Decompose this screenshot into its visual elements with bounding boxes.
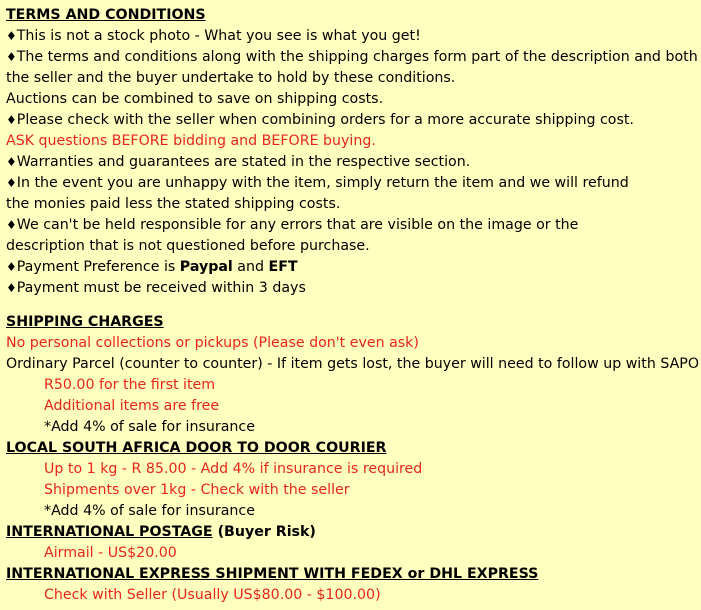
diamond-bullet-icon: ♦ (6, 50, 17, 64)
terms-item-payment-preference: ♦Payment Preference is Paypal and EFT (6, 259, 298, 275)
express-price: Check with Seller (Usually US$80.00 - $100.00) (44, 587, 381, 603)
terms-item-combining: ♦Please check with the seller when combining orders for a more accurate shipping cost. (6, 112, 634, 128)
ordinary-parcel-info: Ordinary Parcel (counter to counter) - If item gets lost, the buyer will need to follow up with SAPO (6, 356, 700, 372)
terms-item-payment-time: ♦Payment must be received within 3 days (6, 280, 306, 296)
terms-item-refund: ♦In the event you are unhappy with the item, simply return the item and we will refund (6, 175, 629, 191)
courier-over-1kg: Shipments over 1kg - Check with the seller (44, 482, 350, 498)
buyer-risk-note: (Buyer Risk) (212, 524, 316, 540)
terms-item-warranties: ♦Warranties and guarantees are stated in the respective section. (6, 154, 471, 170)
terms-item-errors-cont: description that is not questioned before purchase. (6, 238, 370, 254)
diamond-bullet-icon: ♦ (6, 176, 17, 190)
courier-insurance-note: *Add 4% of sale for insurance (44, 503, 255, 519)
courier-1kg-price: Up to 1 kg - R 85.00 - Add 4% if insurance is required (44, 461, 423, 477)
parcel-insurance-note: *Add 4% of sale for insurance (44, 419, 255, 435)
diamond-bullet-icon: ♦ (6, 113, 17, 127)
diamond-bullet-icon: ♦ (6, 29, 17, 43)
terms-item-refund-cont: the monies paid less the stated shipping costs. (6, 196, 341, 212)
terms-item-conditions: ♦The terms and conditions along with the shipping charges form part of the description and both (6, 49, 698, 65)
diamond-bullet-icon: ♦ (6, 260, 17, 274)
shipping-heading: SHIPPING CHARGES (6, 314, 164, 330)
terms-heading: TERMS AND CONDITIONS (6, 7, 206, 23)
terms-item-conditions-cont: the seller and the buyer undertake to hold by these conditions. (6, 70, 456, 86)
parcel-additional-items: Additional items are free (44, 398, 220, 414)
terms-item-stock-photo: ♦This is not a stock photo - What you see is what you get! (6, 28, 421, 44)
diamond-bullet-icon: ♦ (6, 218, 17, 232)
parcel-first-item-price: R50.00 for the first item (44, 377, 216, 393)
courier-heading: LOCAL SOUTH AFRICA DOOR TO DOOR COURIER (6, 440, 387, 456)
international-postage-heading: INTERNATIONAL POSTAGE (Buyer Risk) (6, 524, 316, 540)
terms-combine-auctions: Auctions can be combined to save on shipping costs. (6, 91, 384, 107)
diamond-bullet-icon: ♦ (6, 155, 17, 169)
express-shipment-heading: INTERNATIONAL EXPRESS SHIPMENT WITH FEDEX or DHL EXPRESS (6, 566, 539, 582)
terms-item-errors: ♦We can't be held responsible for any errors that are visible on the image or the (6, 217, 579, 233)
payment-method-eft: EFT (268, 259, 298, 275)
ask-questions-notice: ASK questions BEFORE bidding and BEFORE buying. (6, 133, 376, 149)
no-pickups-notice: No personal collections or pickups (Please don't even ask) (6, 335, 419, 351)
payment-method-paypal: Paypal (179, 259, 233, 275)
airmail-price: Airmail - US$20.00 (44, 545, 177, 561)
diamond-bullet-icon: ♦ (6, 281, 17, 295)
